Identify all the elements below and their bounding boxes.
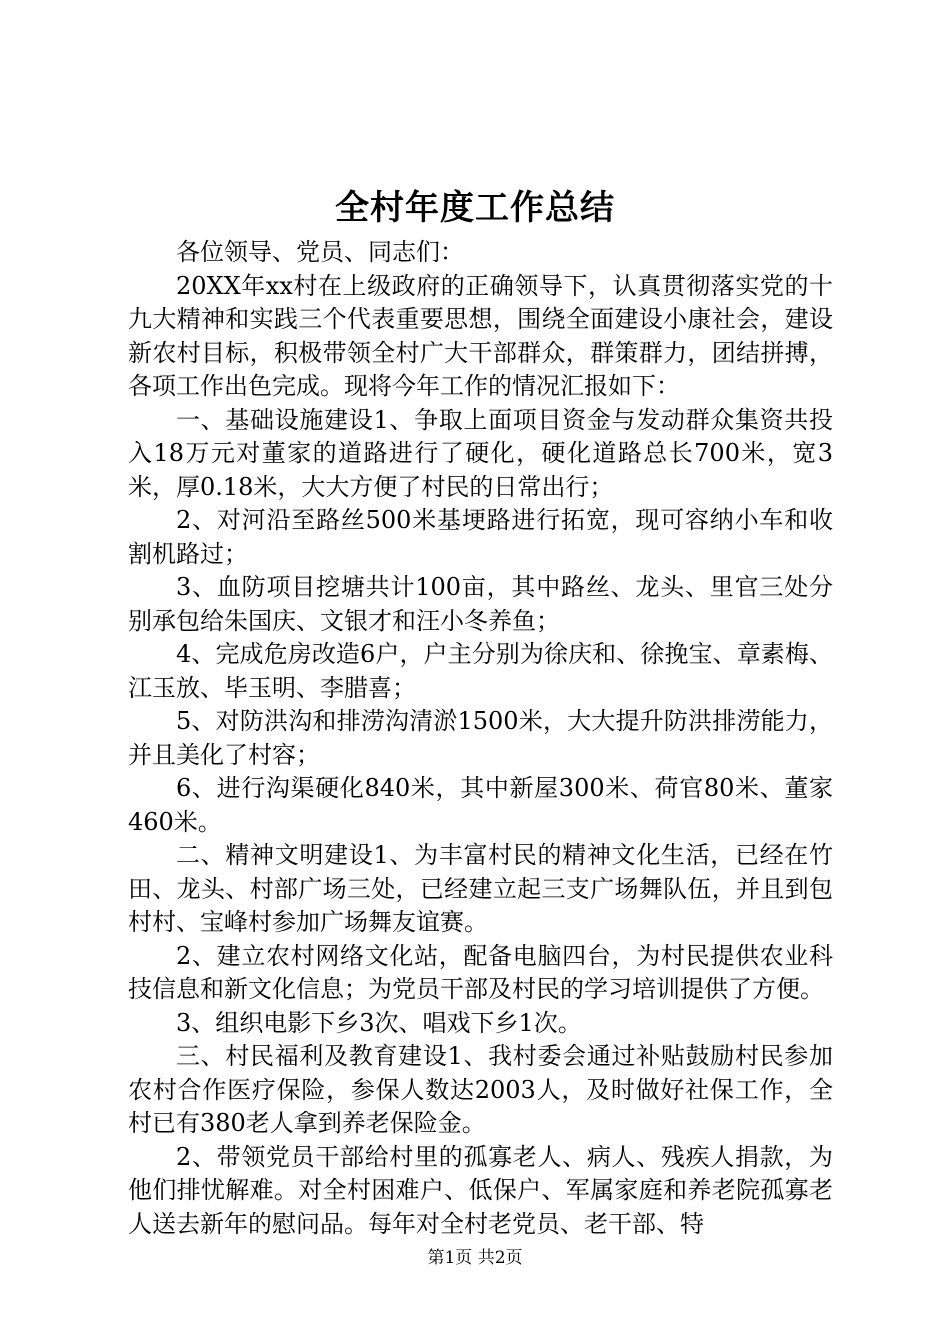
paragraph-intro: 20XX年xx村在上级政府的正确领导下，认真贯彻落实党的十九大精神和实践三个代表重要思想，围绕全面建设小康社会，建设新农村目标，积极带领全村广大干部群众，群策群力，团结拼搏，各项工作出色完成。现将今年工作的情况汇报如下： bbox=[128, 271, 833, 400]
paragraph-culture-2: 2、建立农村网络文化站，配备电脑四台，为村民提供农业科技信息和新文化信息；为党员干部及村民的学习培训提供了方便。 bbox=[128, 941, 833, 1003]
paragraph-infrastructure-6: 6、进行沟渠硬化840米，其中新屋300米、荷官80米、董家460米。 bbox=[128, 774, 833, 836]
paragraph-welfare-2: 2、带领党员干部给村里的孤寡老人、病人、残疾人捐款，为他们排忧解难。对全村困难户、低保户、军属家庭和养老院孤寡老人送去新年的慰问品。每年对全村老党员、老干部、特 bbox=[128, 1142, 833, 1238]
page-footer: 第1页 共2页 bbox=[427, 1248, 523, 1268]
paragraph-infrastructure-5: 5、对防洪沟和排涝沟清淤1500米，大大提升防洪排涝能力，并且美化了村容； bbox=[128, 707, 833, 769]
paragraph-welfare-1: 三、村民福利及教育建设1、我村委会通过补贴鼓励村民参加农村合作医疗保险，参保人数达2003人，及时做好社保工作，全村已有380老人拿到养老保险金。 bbox=[128, 1042, 833, 1137]
paragraph-infrastructure-4: 4、完成危房改造6户，户主分别为徐庆和、徐挽宝、章素梅、江玉放、毕玉明、李腊喜； bbox=[128, 640, 833, 702]
paragraph-infrastructure-2: 2、对河沿至路丝500米基埂路进行拓宽，现可容纳小车和收割机路过； bbox=[128, 506, 833, 568]
document-body bbox=[128, 236, 833, 1241]
paragraph-culture-3: 3、组织电影下乡3次、唱戏下乡1次。 bbox=[176, 1008, 582, 1037]
paragraph-salutation: 各位领导、党员、同志们： bbox=[176, 238, 464, 266]
document-title: 全村年度工作总结 bbox=[335, 188, 615, 228]
paragraph-culture-1: 二、精神文明建设1、为丰富村民的精神文化生活，已经在竹田、龙头、村部广场三处，已经建立起三支广场舞队伍，并且到包村村、宝峰村参加广场舞友谊赛。 bbox=[128, 841, 833, 936]
paragraph-infrastructure-1: 一、基础设施建设1、争取上面项目资金与发动群众集资共投入18万元对董家的道路进行了硬化，硬化道路总长700米，宽3米，厚0.18米，大大方便了村民的日常出行； bbox=[128, 405, 833, 501]
paragraph-infrastructure-3: 3、血防项目挖塘共计100亩，其中路丝、龙头、里官三处分别承包给朱国庆、文银才和汪小冬养鱼； bbox=[128, 573, 833, 635]
